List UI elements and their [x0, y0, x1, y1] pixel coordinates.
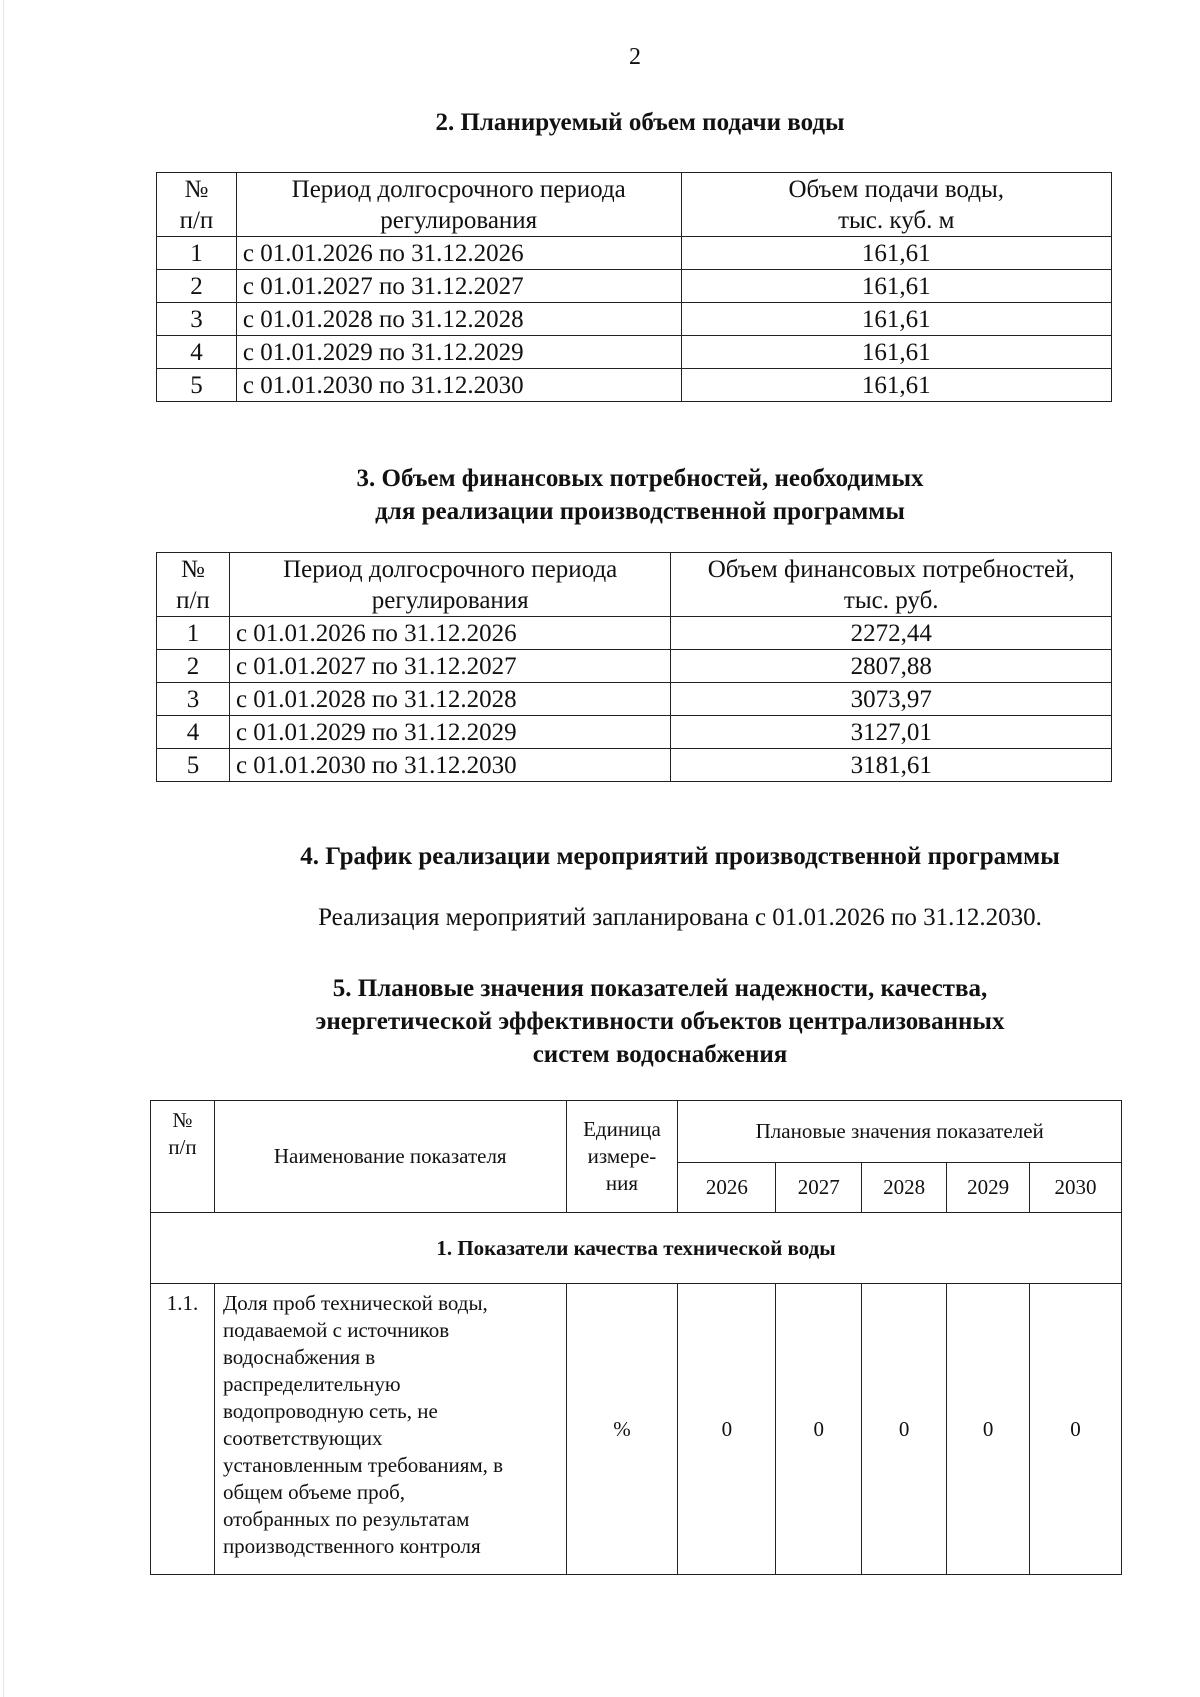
row-num: 5 [157, 369, 237, 402]
table-row [157, 650, 1112, 683]
table-row [157, 303, 1112, 336]
row-num: 3 [157, 303, 237, 336]
row-value: 161,61 [681, 336, 1112, 369]
row-value: 3181,61 [671, 749, 1112, 782]
group-title: 1. Показатели качества технической воды [151, 1213, 1122, 1284]
row-value: 3073,97 [671, 683, 1112, 716]
row-num: 5 [157, 749, 230, 782]
section-5-title: 5. Плановые значения показателей надежности, качества, энергетической эффективности объектов централизованных систем водоснабжения [315, 975, 1005, 1068]
row-value-2028: 0 [862, 1284, 947, 1575]
indicators-table [150, 1100, 1122, 1575]
scan-edge-line [3, 0, 4, 1697]
header-year: 2028 [862, 1163, 947, 1213]
row-num: 1 [157, 617, 230, 650]
row-num: 1.1. [151, 1284, 215, 1575]
header-indicator-name: Наименование показателя [214, 1101, 566, 1213]
row-period: с 01.01.2028 по 31.12.2028 [229, 683, 671, 716]
section-4-title: 4. График реализации мероприятий производственной программы [300, 843, 1060, 870]
page-number: 2 [629, 44, 641, 70]
table-row [151, 1284, 1122, 1575]
table-row [157, 749, 1112, 782]
section-4-text: Реализация мероприятий запланирована с 01.01.2026 по 31.12.2030. [318, 904, 1042, 931]
row-value-2030: 0 [1030, 1284, 1122, 1575]
header-year: 2030 [1030, 1163, 1122, 1213]
header-num: № п/п [157, 173, 237, 237]
row-num: 1 [157, 237, 237, 270]
row-value-2027: 0 [776, 1284, 862, 1575]
row-value: 2272,44 [671, 617, 1112, 650]
row-period: с 01.01.2027 по 31.12.2027 [229, 650, 671, 683]
row-value: 161,61 [681, 237, 1112, 270]
row-value: 2807,88 [671, 650, 1112, 683]
group-row [151, 1213, 1122, 1284]
header-num: № п/п [151, 1101, 215, 1213]
row-value: 161,61 [681, 303, 1112, 336]
header-period: Период долгосрочного периода регулирования [236, 173, 681, 237]
row-num: 3 [157, 683, 230, 716]
table-row [157, 336, 1112, 369]
row-value: 3127,01 [671, 716, 1112, 749]
row-period: с 01.01.2029 по 31.12.2029 [236, 336, 681, 369]
table-header-row [157, 553, 1112, 617]
header-plan-values: Плановые значения показателей [678, 1101, 1122, 1163]
section-3-title: 3. Объем финансовых потребностей, необходимых для реализации производственной программы [356, 465, 924, 525]
row-period: с 01.01.2027 по 31.12.2027 [236, 270, 681, 303]
row-period: с 01.01.2030 по 31.12.2030 [236, 369, 681, 402]
row-period: с 01.01.2030 по 31.12.2030 [229, 749, 671, 782]
financial-needs-table [156, 552, 1112, 782]
table-header-row [151, 1101, 1122, 1163]
row-period: с 01.01.2026 по 31.12.2026 [236, 237, 681, 270]
table-row [157, 683, 1112, 716]
row-period: с 01.01.2029 по 31.12.2029 [229, 716, 671, 749]
row-num: 2 [157, 650, 230, 683]
row-unit: % [566, 1284, 678, 1575]
row-value: 161,61 [681, 270, 1112, 303]
header-value: Объем финансовых потребностей, тыс. руб. [671, 553, 1112, 617]
table-row [157, 716, 1112, 749]
row-num: 2 [157, 270, 237, 303]
table-row [157, 369, 1112, 402]
table-row [157, 617, 1112, 650]
header-period: Период долгосрочного периода регулирования [229, 553, 671, 617]
section-2-title: 2. Планируемый объем подачи воды [435, 109, 845, 136]
table-row [157, 270, 1112, 303]
row-value: 161,61 [681, 369, 1112, 402]
row-period: с 01.01.2026 по 31.12.2026 [229, 617, 671, 650]
header-year: 2029 [947, 1163, 1030, 1213]
row-value-2029: 0 [947, 1284, 1030, 1575]
header-year: 2027 [776, 1163, 862, 1213]
row-num: 4 [157, 336, 237, 369]
header-num: № п/п [157, 553, 230, 617]
water-supply-table [156, 172, 1112, 402]
row-indicator-name: Доля проб технической воды, подаваемой с источников водоснабжения в распределительную водопроводную сеть, не соответствующих установленным требованиям, в общем объеме проб, отобранных по результатам производственного контроля [214, 1284, 566, 1575]
table-header-row [157, 173, 1112, 237]
row-num: 4 [157, 716, 230, 749]
header-year: 2026 [678, 1163, 776, 1213]
row-period: с 01.01.2028 по 31.12.2028 [236, 303, 681, 336]
row-value-2026: 0 [678, 1284, 776, 1575]
header-unit: Единица измере- ния [566, 1101, 678, 1213]
header-value: Объем подачи воды, тыс. куб. м [681, 173, 1112, 237]
table-row [157, 237, 1112, 270]
